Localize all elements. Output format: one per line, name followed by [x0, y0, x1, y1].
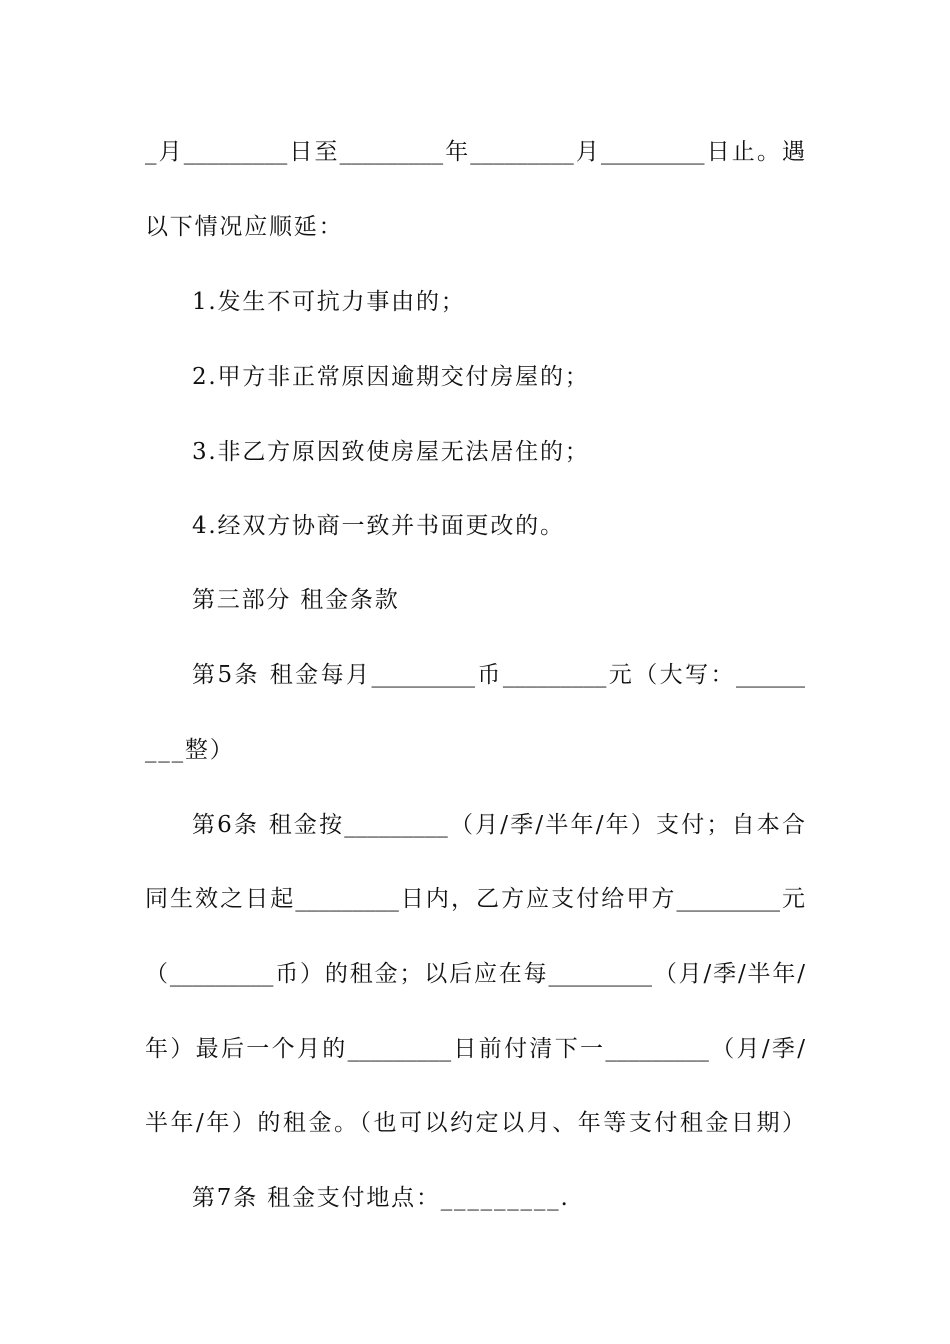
article-6-line-3: （_________币）的租金；以后应在每_________（月/季/半年/ — [145, 961, 805, 987]
text-line-2: 以下情况应顺延： — [145, 214, 344, 240]
article-6-line-5: 半年/年）的租金。（也可以约定以月、年等支付租金日期） — [145, 1110, 805, 1136]
text-line-1: _月_________日至_________年_________月_________日止。遇 — [145, 139, 805, 165]
article-6-line-4: 年）最后一个月的_________日前付清下一_________（月/季/ — [145, 1036, 805, 1062]
article-7-line-1: 第7条 租金支付地点：_________. — [192, 1185, 570, 1211]
list-item-2: 2.甲方非正常原因逾期交付房屋的； — [192, 364, 590, 390]
article-6-line-1: 第6条 租金按_________（月/季/半年/年）支付；自本合 — [192, 812, 805, 838]
article-5-line-2: ___整） — [145, 737, 235, 763]
article-6-line-2: 同生效之日起_________日内，乙方应支付给甲方_________元 — [145, 886, 805, 912]
list-item-3: 3.非乙方原因致使房屋无法居住的； — [192, 439, 590, 465]
list-item-4: 4.经双方协商一致并书面更改的。 — [192, 513, 565, 539]
article-5-line-1: 第5条 租金每月_________币_________元（大写：______ — [192, 662, 805, 688]
section-heading: 第三部分 租金条款 — [192, 587, 400, 613]
list-item-1: 1.发生不可抗力事由的； — [192, 289, 466, 315]
